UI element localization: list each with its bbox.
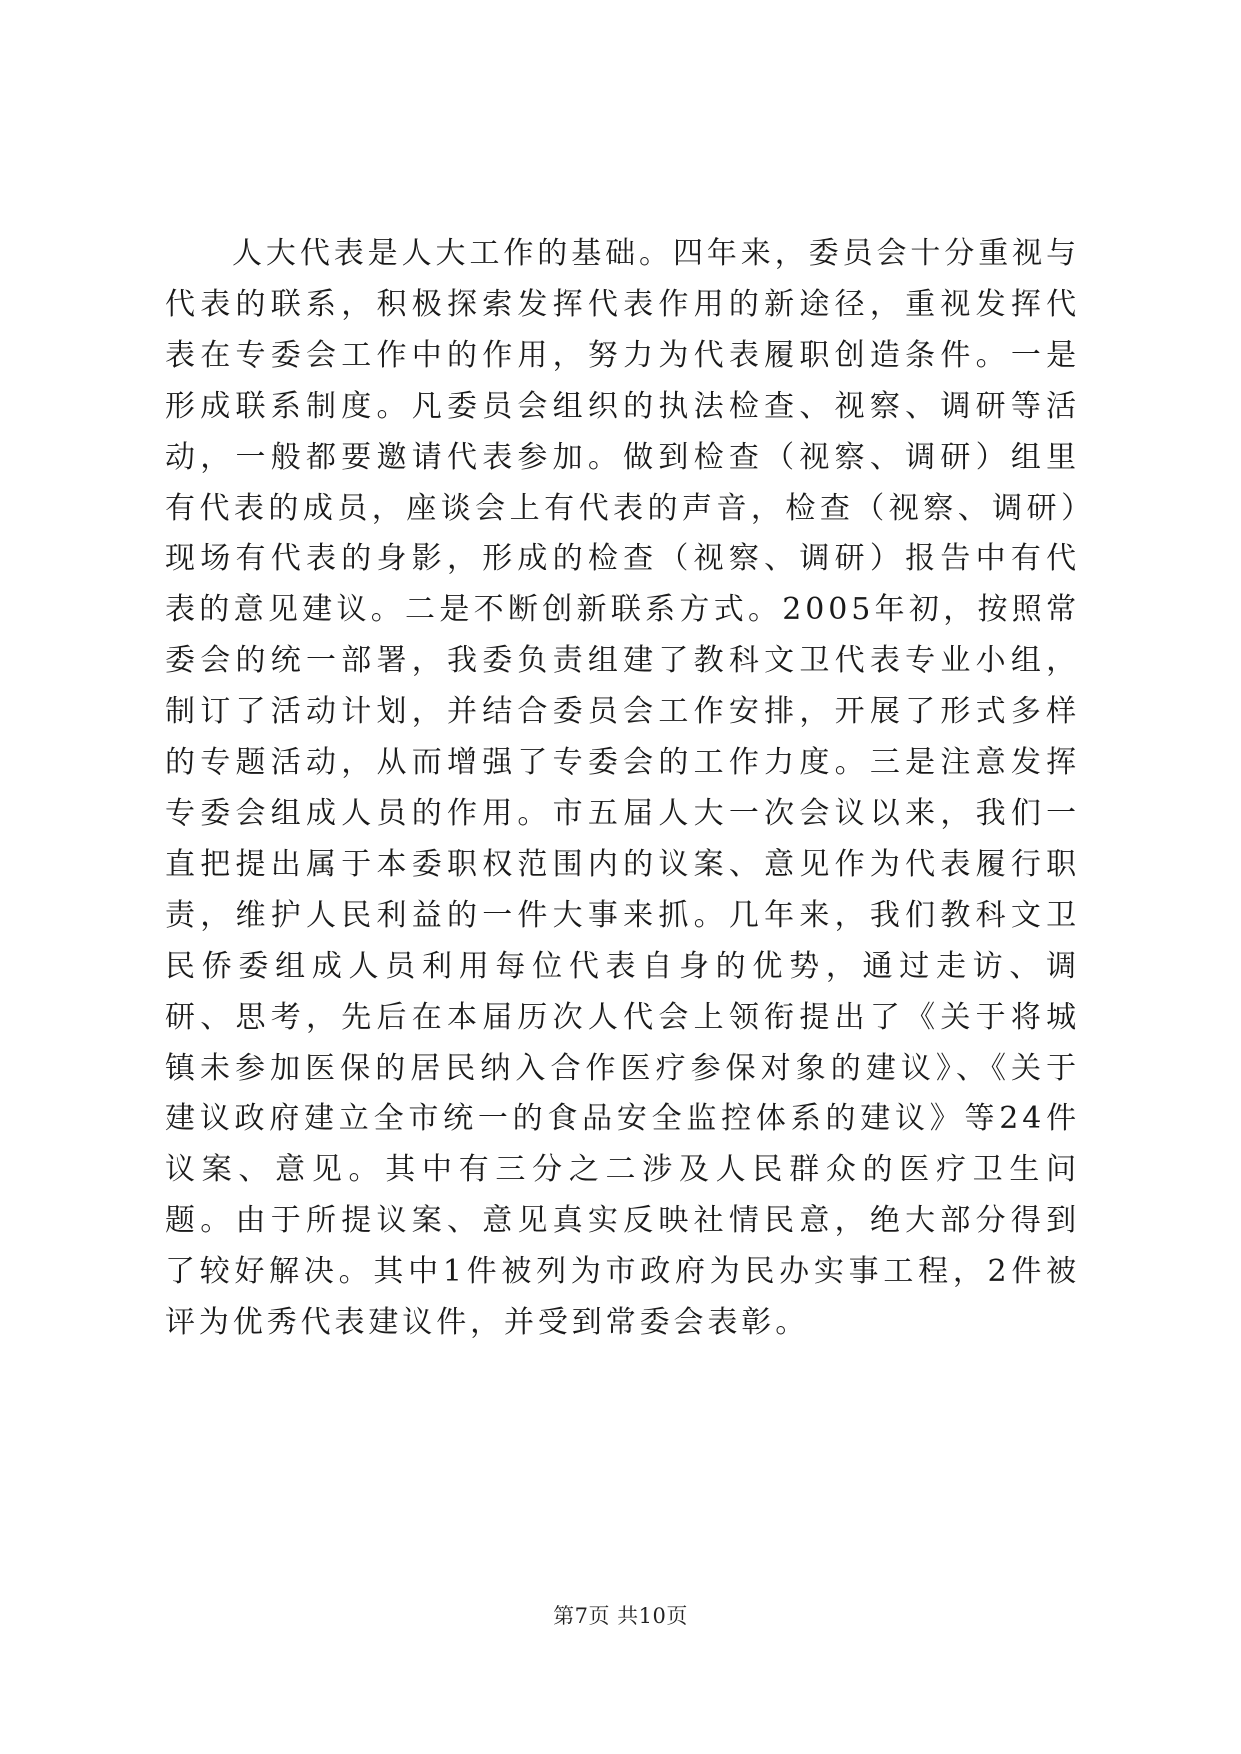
body-paragraph: 人大代表是人大工作的基础。四年来，委员会十分重视与代表的联系，积极探索发挥代表作用的新途径，重视发挥代表在专委会工作中的作用，努力为代表履职创造条件。一是形成联系制度。凡委员会组织的执法检查、视察、调研等活动，一般都要邀请代表参加。做到检查（视察、调研）组里有代表的成员，座谈会上有代表的声音，检查（视察、调研）现场有代表的身影，形成的检查（视察、调研）报告中有代表的意见建议。二是不断创新联系方式。2005年初，按照常委会的统一部署，我委负责组建了教科文卫代表专业小组，制订了活动计划，并结合委员会工作安排，开展了形式多样的专题活动，从而增强了专委会的工作力度。三是注意发挥专委会组成人员的作用。市五届人大一次会议以来，我们一直把提出属于本委职权范围内的议案、意见作为代表履行职责，维护人民利益的一件大事来抓。几年来，我们教科文卫民侨委组成人员利用每位代表自身的优势，通过走访、调研、思考，先后在本届历次人代会上领衔提出了《关于将城镇未参加医保的居民纳入合作医疗参保对象的建议》、《关于建议政府建立全市统一的食品安全监控体系的建议》等24件议案、意见。其中有三分之二涉及人民群众的医疗卫生问题。由于所提议案、意见真实反映社情民意，绝大部分得到了较好解决。其中1件被列为市政府为民办实事工程，2件被评为优秀代表建议件，并受到常委会表彰。: [165, 236, 1080, 1341]
page-number-footer: 第7页 共10页: [553, 1604, 688, 1628]
